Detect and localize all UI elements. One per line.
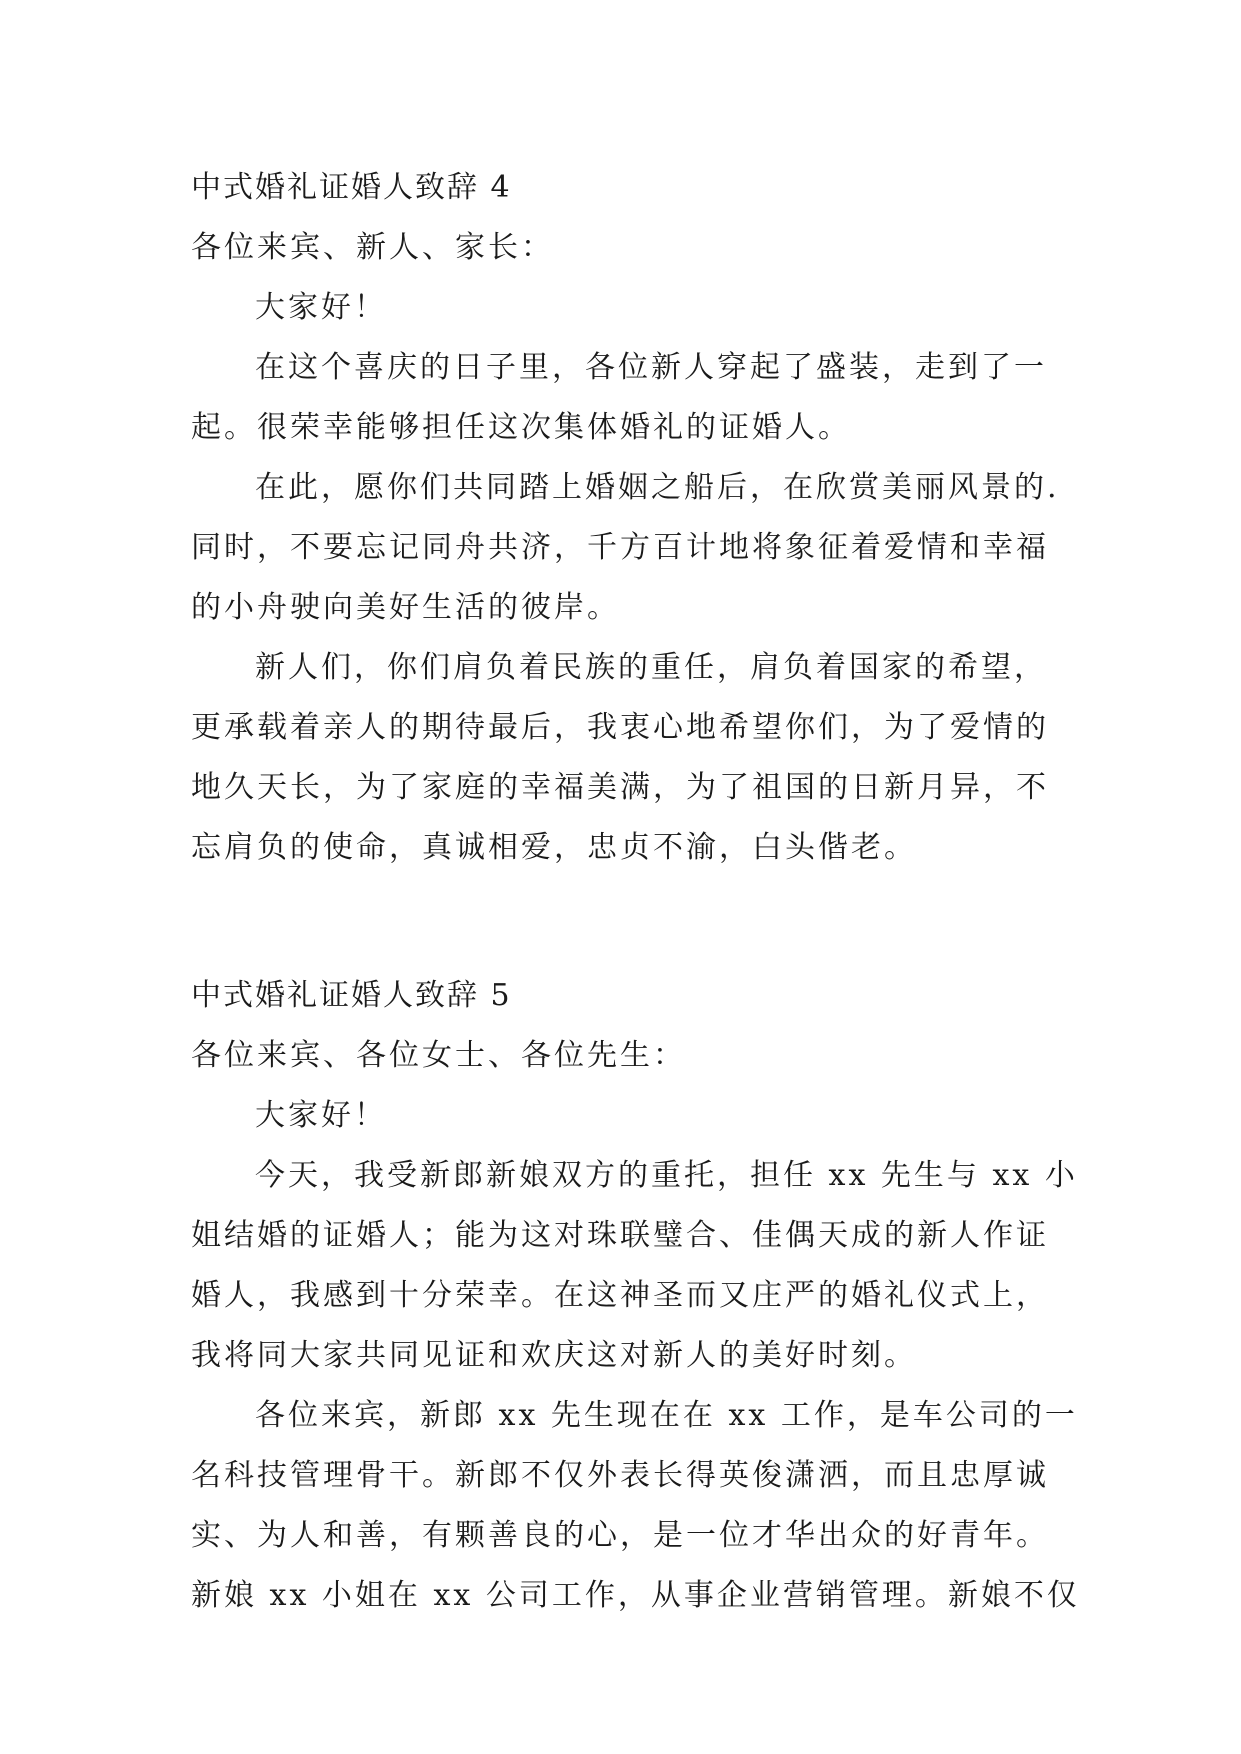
- speech-section-4: [191, 158, 1071, 878]
- paragraph-line: 更承载着亲人的期待最后，我衷心地希望你们，为了爱情的: [191, 710, 1049, 745]
- salutation: 各位来宾、各位女士、各位先生：: [191, 1038, 686, 1073]
- section-title: 中式婚礼证婚人致辞 5: [191, 978, 512, 1013]
- speech-section-5: [191, 966, 1080, 1626]
- paragraph-line: 名科技管理骨干。新郎不仅外表长得英俊潇洒，而且忠厚诚: [191, 1458, 1049, 1493]
- paragraph-line: 起。很荣幸能够担任这次集体婚礼的证婚人。: [191, 410, 851, 445]
- paragraph-line: 各位来宾，新郎 xx 先生现在在 xx 工作，是车公司的一: [255, 1398, 1078, 1433]
- paragraph-line: 在此，愿你们共同踏上婚姻之船后，在欣赏美丽风景的.: [255, 470, 1060, 505]
- section-spacer: [191, 878, 1071, 966]
- paragraph: [191, 1386, 1080, 1626]
- paragraph: [191, 638, 1071, 878]
- paragraph-line: 地久天长，为了家庭的幸福美满，为了祖国的日新月异，不: [191, 770, 1049, 805]
- paragraph: [191, 458, 1071, 638]
- paragraph-line: 婚人，我感到十分荣幸。在这神圣而又庄严的婚礼仪式上，: [191, 1278, 1049, 1313]
- paragraph-line: 忘肩负的使命，真诚相爱，忠贞不渝，白头偕老。: [191, 830, 917, 865]
- paragraph-line: 今天，我受新郎新娘双方的重托，担任 xx 先生与 xx 小: [255, 1158, 1078, 1193]
- section-title: 中式婚礼证婚人致辞 4: [191, 170, 512, 205]
- paragraph: [191, 1146, 1078, 1386]
- greeting: 大家好！: [255, 290, 387, 325]
- salutation: 各位来宾、新人、家长：: [191, 230, 554, 265]
- paragraph-line: 同时，不要忘记同舟共济，千方百计地将象征着爱情和幸福: [191, 530, 1049, 565]
- greeting: 大家好！: [255, 1098, 387, 1133]
- paragraph: [191, 338, 1071, 458]
- paragraph-line: 姐结婚的证婚人；能为这对珠联璧合、佳偶天成的新人作证: [191, 1218, 1049, 1253]
- paragraph-line: 实、为人和善，有颗善良的心，是一位才华出众的好青年。: [191, 1518, 1049, 1553]
- paragraph-line: 新人们，你们肩负着民族的重任，肩负着国家的希望，: [255, 650, 1047, 685]
- paragraph-line: 我将同大家共同见证和欢庆这对新人的美好时刻。: [191, 1338, 917, 1373]
- paragraph-line: 新娘 xx 小姐在 xx 公司工作，从事企业营销管理。新娘不仅: [191, 1578, 1080, 1613]
- paragraph-line: 的小舟驶向美好生活的彼岸。: [191, 590, 620, 625]
- document-page: [191, 158, 1080, 1626]
- paragraph-line: 在这个喜庆的日子里，各位新人穿起了盛装，走到了一: [255, 350, 1047, 385]
